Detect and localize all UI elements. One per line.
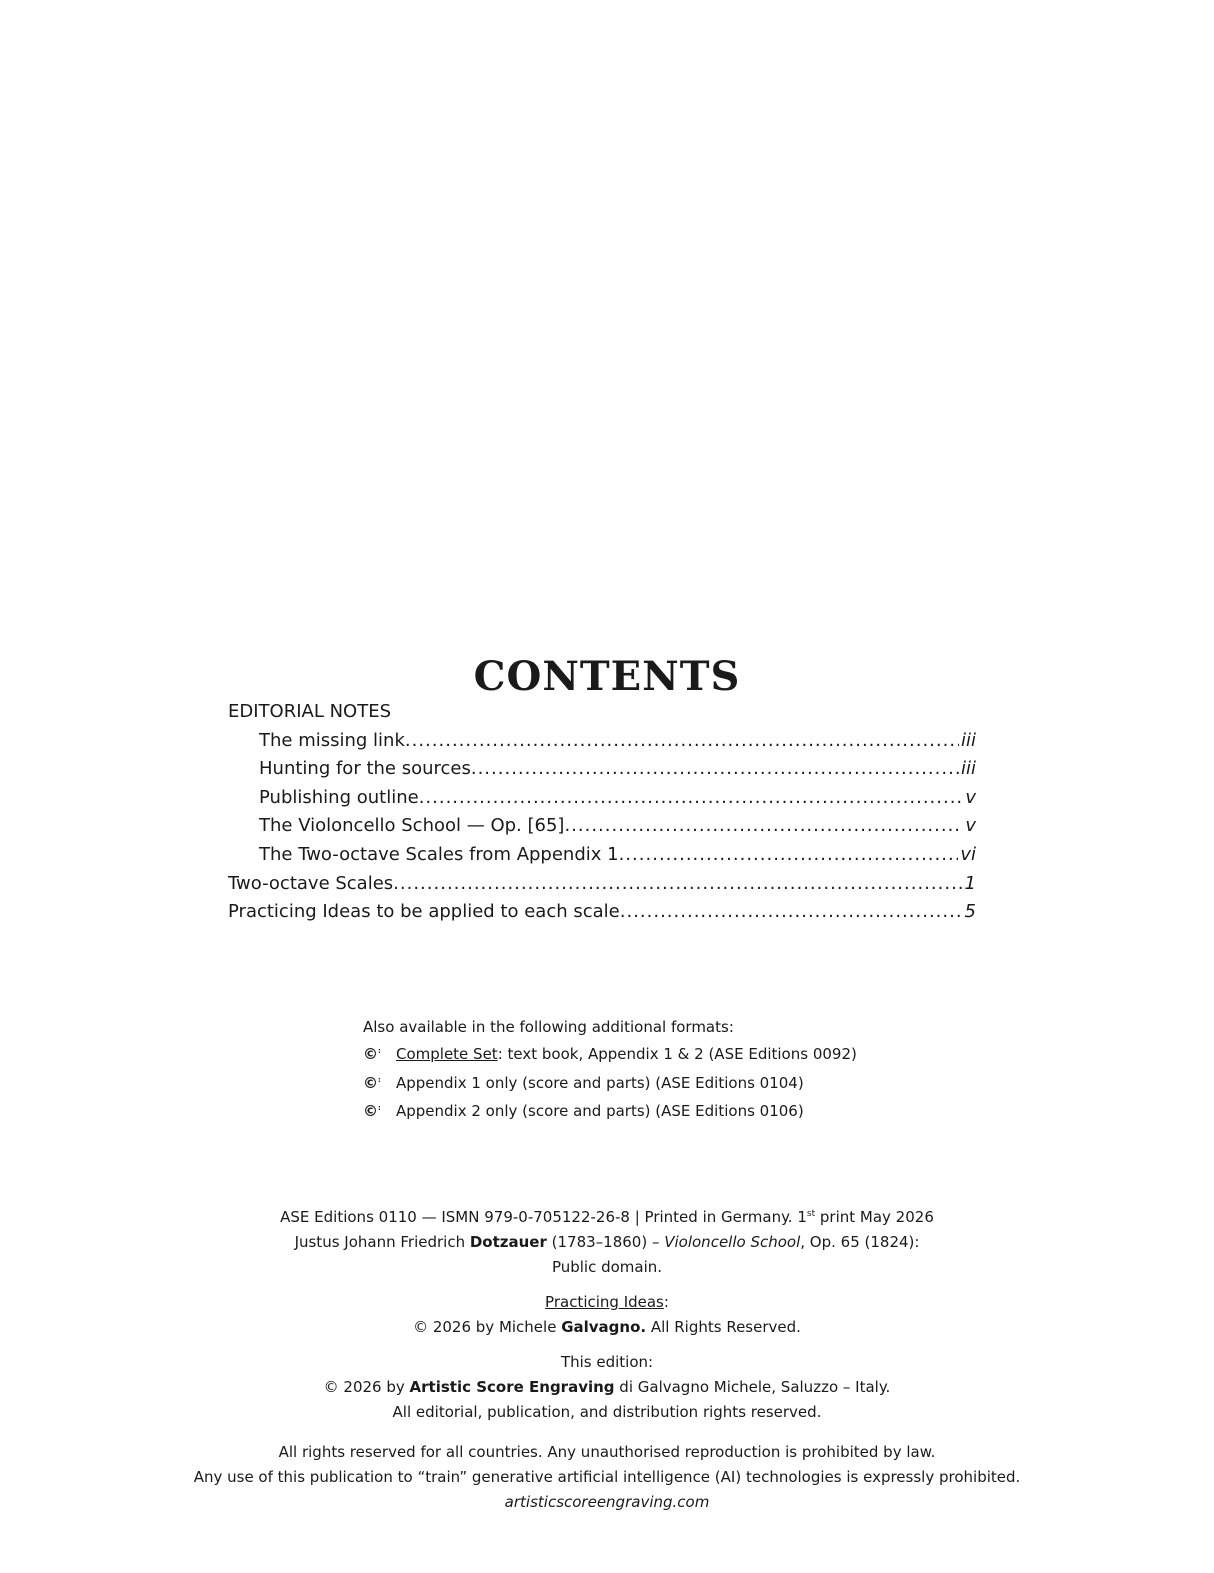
additional-formats xyxy=(363,1014,857,1126)
toc-dot-leader xyxy=(393,870,962,898)
toc-entry-label: Practicing Ideas to be applied to each scale xyxy=(228,901,620,923)
toc-entry-label: The missing link xyxy=(259,729,405,751)
toc-dot-leader xyxy=(419,784,964,812)
composer-first-names: Justus Johann Friedrich xyxy=(294,1233,470,1251)
toc-heading-label: EDITORIAL NOTES xyxy=(228,701,392,722)
toc-entry[interactable] xyxy=(228,727,976,756)
toc-page-number: 5 xyxy=(964,901,976,923)
toc-entry[interactable] xyxy=(228,812,976,841)
toc-page-number: vi xyxy=(960,843,976,865)
format-item xyxy=(363,1040,857,1069)
toc-page-number: 1 xyxy=(964,872,976,894)
toc-dot-leader xyxy=(405,727,959,755)
format-item-text: Appendix 2 only (score and parts) (ASE Editions 0106) xyxy=(396,1102,804,1121)
toc-page-number: iii xyxy=(960,758,976,780)
ordinal-suffix: st xyxy=(806,1209,816,1219)
toc-heading-editorial-notes xyxy=(228,698,976,727)
ase-logo-icon: ©: xyxy=(363,1045,381,1064)
toc-page-number: v xyxy=(965,815,976,837)
author-surname: Galvagno. xyxy=(561,1318,647,1336)
format-item xyxy=(363,1069,857,1098)
complete-set-link[interactable]: Complete Set xyxy=(396,1045,498,1064)
publisher-name: Artistic Score Engraving xyxy=(409,1378,615,1396)
toc-entry-label: Hunting for the sources xyxy=(259,758,471,780)
practicing-ideas-link[interactable]: Practicing Ideas xyxy=(545,1293,664,1311)
website-link[interactable] xyxy=(0,1490,1214,1515)
copyright-text: © 2026 by xyxy=(323,1378,410,1396)
this-edition-line: This edition: xyxy=(560,1353,654,1371)
rights-reserved-line: All editorial, publication, and distribution rights reserved. xyxy=(392,1403,822,1421)
work-title: Violoncello School xyxy=(664,1233,801,1251)
formats-intro: Also available in the following additional formats: xyxy=(363,1018,734,1036)
toc-entry[interactable] xyxy=(228,898,976,927)
toc-dot-leader xyxy=(564,812,963,840)
rights-text: All Rights Reserved. xyxy=(646,1318,801,1336)
copyright-text: © 2026 by Michele xyxy=(413,1318,562,1336)
toc-dot-leader xyxy=(619,841,959,869)
reproduction-notice: All rights reserved for all countries. Any unauthorised reproduction is prohibited by law. xyxy=(278,1443,936,1461)
practicing-ideas-line xyxy=(0,1290,1214,1315)
website-url[interactable]: artisticscoreengraving.com xyxy=(504,1493,710,1511)
print-date: print May 2026 xyxy=(815,1208,934,1226)
edition-copyright-line xyxy=(0,1375,1214,1400)
composer-dates: (1783–1860) – xyxy=(546,1233,665,1251)
toc-entry[interactable] xyxy=(228,755,976,784)
toc-entry-label: Two-octave Scales xyxy=(228,872,394,894)
copyright-footer xyxy=(0,1202,1214,1515)
toc-entry[interactable] xyxy=(228,784,976,813)
format-item-text: : text book, Appendix 1 & 2 (ASE Editions 0092) xyxy=(497,1045,857,1064)
colon: : xyxy=(663,1293,669,1311)
toc-dot-leader xyxy=(620,898,963,926)
composer-surname: Dotzauer xyxy=(469,1233,547,1251)
toc-page-number: iii xyxy=(960,729,976,751)
page-title: CONTENTS xyxy=(473,653,741,700)
toc-entry-label: Publishing outline xyxy=(259,786,419,808)
ase-logo-icon: ©: xyxy=(363,1102,381,1121)
toc-entry-label: The Two-octave Scales from Appendix 1 xyxy=(259,843,619,865)
toc-entry[interactable] xyxy=(228,841,976,870)
practicing-copyright-line xyxy=(0,1315,1214,1340)
table-of-contents xyxy=(228,698,976,927)
format-item xyxy=(363,1097,857,1126)
toc-dot-leader xyxy=(471,755,959,783)
toc-entry-label: The Violoncello School — Op. [65] xyxy=(259,815,565,837)
toc-page-number: v xyxy=(965,786,976,808)
ai-training-notice: Any use of this publication to “train” generative artificial intelligence (AI) technologies is expressly prohibited. xyxy=(193,1468,1021,1486)
ase-logo-icon: ©: xyxy=(363,1073,381,1092)
work-opus: , Op. 65 (1824): xyxy=(800,1233,920,1251)
publisher-location: di Galvagno Michele, Saluzzo – Italy. xyxy=(614,1378,891,1396)
edition-text: ASE Editions 0110 — ISMN 979-0-705122-26-8 | Printed in Germany. 1 xyxy=(280,1208,807,1226)
format-item-text: Appendix 1 only (score and parts) (ASE Editions 0104) xyxy=(396,1073,804,1092)
public-domain-line: Public domain. xyxy=(551,1258,663,1276)
toc-entry[interactable] xyxy=(228,870,976,899)
composer-line xyxy=(0,1230,1214,1255)
edition-line xyxy=(0,1202,1214,1230)
